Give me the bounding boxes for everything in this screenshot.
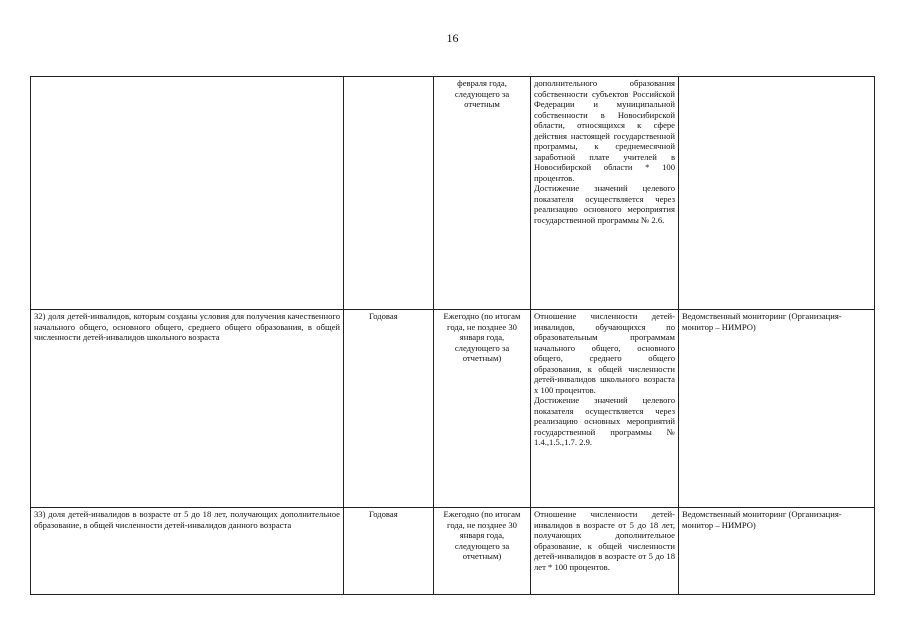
periodicity-cell bbox=[344, 77, 434, 310]
source-cell bbox=[679, 77, 875, 310]
method-cell bbox=[531, 508, 679, 595]
method-text: дополнительного образования собственности субъектов Российской Федерации и муниципальной собственности в Новосибирской области, относящихся к сфере действия настоящей государственной программы, к среднемесячной заработной плате учителей в Новосибирской области * 100 процентов. bbox=[534, 78, 675, 183]
method-note: Достижение значений целевого показателя осуществляется через реализацию основных мероприятий государственной программы № 1.4.,1.5.,1.7. 2.9. bbox=[534, 395, 675, 447]
deadline-cell: Ежегодно (по итогам года, не позднее 30 января года, следующего за отчетным) bbox=[434, 508, 531, 595]
deadline-cell: Ежегодно (по итогам года, не позднее 30 января года, следующего за отчетным) bbox=[434, 310, 531, 508]
source-cell: Ведомственный мониторинг (Организация-монитор – НИМРО) bbox=[679, 310, 875, 508]
indicators-table bbox=[30, 76, 875, 595]
method-text: Отношение численности детей-инвалидов, обучающихся по образовательным программам начального общего, основного общего, среднего общего образования, к общей численности детей-инвалидов школьного возраста х 100 процентов. bbox=[534, 311, 675, 395]
periodicity-cell: Годовая bbox=[344, 310, 434, 508]
page-number: 16 bbox=[446, 31, 459, 45]
indicator-cell: 32) доля детей-инвалидов, которым созданы условия для получения качественного начального общего, основного общего, среднего общего образования, в общей численности детей-инвалидов школьного возраста bbox=[31, 310, 344, 508]
periodicity-cell: Годовая bbox=[344, 508, 434, 595]
table-row bbox=[31, 77, 875, 310]
indicator-cell: 33) доля детей-инвалидов в возрасте от 5 до 18 лет, получающих дополнительное образование, в общей численности детей-инвалидов данного возраста bbox=[31, 508, 344, 595]
method-cell bbox=[531, 77, 679, 310]
source-cell: Ведомственный мониторинг (Организация-монитор – НИМРО) bbox=[679, 508, 875, 595]
method-text: Отношение численности детей-инвалидов в возрасте от 5 до 18 лет, получающих дополнительное образование, к общей численности детей-инвалидов в возрасте от 5 до 18 лет * 100 процентов. bbox=[534, 509, 675, 572]
table-row bbox=[31, 310, 875, 508]
deadline-cell: февраля года, следующего за отчетным bbox=[434, 77, 531, 310]
indicator-cell bbox=[31, 77, 344, 310]
method-note: Достижение значений целевого показателя осуществляется через реализацию основного мероприятия государственной программы № 2.6. bbox=[534, 183, 675, 225]
method-cell bbox=[531, 310, 679, 508]
table-row bbox=[31, 508, 875, 595]
